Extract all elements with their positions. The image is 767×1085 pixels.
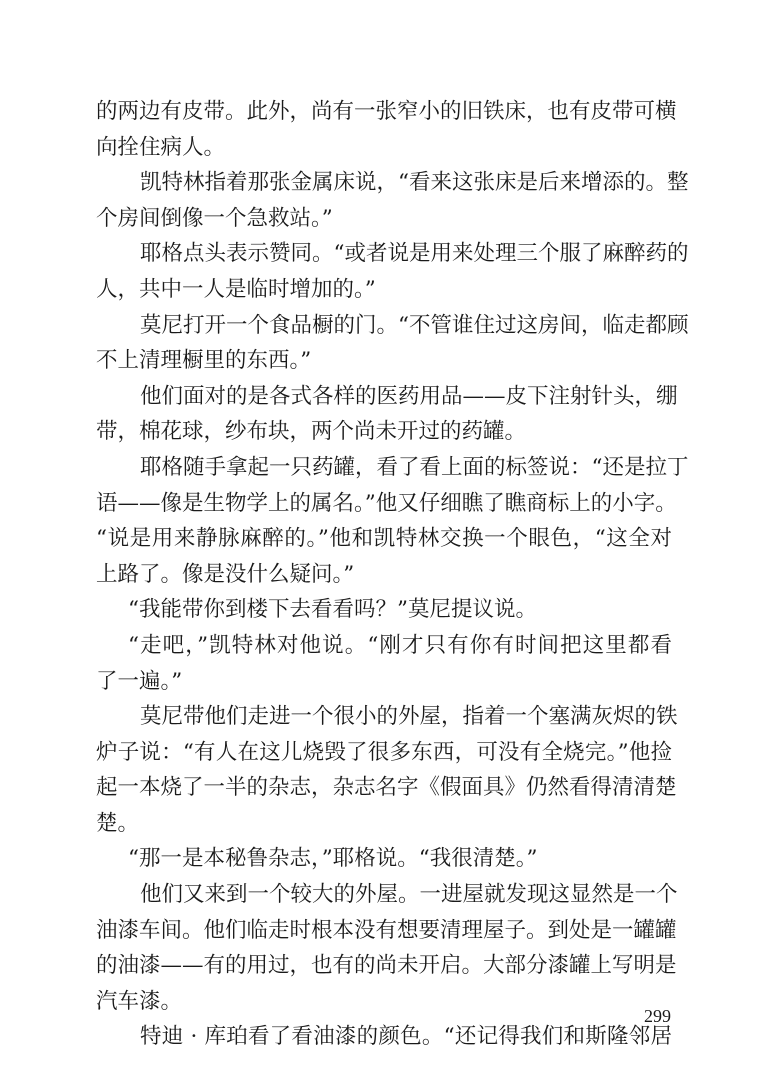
text-line: 凯特林指着那张金属床说，“看来这张床是后来增添的。整 [140, 170, 689, 196]
text-line: 带，棉花球，纱布块，两个尚未开过的药罐。 [96, 419, 527, 445]
text-line: 莫尼带他们走进一个很小的外屋，指着一个塞满灰烬的铁 [140, 704, 678, 730]
text-line: 他们面对的是各式各样的医药用品——皮下注射针头，绷 [140, 383, 678, 409]
text-line: 汽车漆。 [96, 988, 183, 1014]
text-line: 不上清理橱里的东西。” [96, 348, 312, 374]
text-line: 他们又来到一个较大的外屋。一进屋就发现这显然是一个 [140, 882, 678, 908]
text-line: “走吧，”凯特林对他说。“刚才只有你有时间把这里都看 [128, 632, 672, 658]
text-line: 起一本烧了一半的杂志，杂志名字《假面具》仍然看得清清楚 [96, 775, 677, 801]
text-line: “我能带你到楼下去看看吗？”莫尼提议说。 [128, 597, 537, 623]
text-line: 个房间倒像一个急救站。” [96, 205, 333, 231]
text-line: 楚。 [96, 810, 140, 836]
book-page-text [96, 94, 689, 1055]
text-line: “那一是本秘鲁杂志，”耶格说。“我很清楚。” [128, 846, 538, 872]
text-line: 人，共中一人是临时增加的。” [96, 276, 376, 302]
text-line: 上路了。像是没什么疑问。” [96, 561, 355, 587]
text-line: 莫尼打开一个食品橱的门。“不管谁住过这房间，临走都顾 [140, 312, 689, 338]
text-line: 的两边有皮带。此外，尚有一张窄小的旧铁床，也有皮带可横 [96, 99, 677, 124]
text-line: 耶格点头表示赞同。“或者说是用来处理三个服了麻醉药的 [140, 241, 689, 267]
text-line: “说是用来静脉麻醉的。”他和凯特林交换一个眼色，“这全对 [96, 526, 672, 552]
text-line: 语——像是生物学上的属名。”他又仔细瞧了瞧商标上的小字。 [96, 490, 677, 516]
text-line: 耶格随手拿起一只药罐，看了看上面的标签说：“还是拉丁 [140, 454, 689, 480]
text-line: 向拴住病人。 [96, 134, 226, 160]
text-line: 油漆车间。他们临走时根本没有想要清理屋子。到处是一罐罐 [96, 917, 677, 943]
page-number: 299 [644, 1006, 671, 1026]
text-line: 了一遍。” [96, 668, 183, 694]
text-line: 特迪 · 库珀看了看油漆的颜色。“还记得我们和斯隆邻居 [140, 1024, 672, 1050]
text-line: 炉子说：“有人在这儿烧毁了很多东西，可没有全烧完。”他捡 [96, 739, 672, 765]
text-line: 的油漆——有的用过，也有的尚未开启。大部分漆罐上写明是 [96, 953, 677, 979]
